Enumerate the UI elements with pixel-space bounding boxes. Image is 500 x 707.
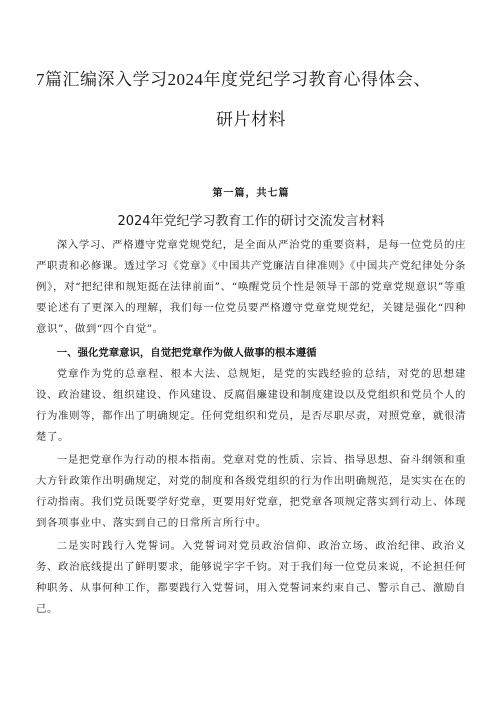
- paragraph-party-constitution: 党章作为党的总章程、根本大法、总规矩，是党的实践经验的总结，对党的思想建设、政治建设、组织建设、作风建设、反腐倡廉建设和制度建设以及党组织和党员个人的行为准则等，都作出了明确规定。任何党组织和党员，是否尽职尽责，对照党章，就很清楚了。: [36, 368, 466, 443]
- document-title: [36, 0, 466, 140]
- paragraph-point-two: 二是实时践行入党誓词。入党誓词对党员政治信仰、政治立场、政治纪律、政治义务、政治底线提出了鲜明要求，能够说字字千钧。对于我们每一位党员来说，不论担任何种职务、从事何种工作，都要践行入党誓词，用入党誓词来约束自己、警示自己、激励自己。: [36, 540, 466, 615]
- paragraph-point-one: 一是把党章作为行动的根本指南。党章对党的性质、宗旨、指导思想、奋斗纲领和重大方针政策作出明确规定，对党的制度和各级党组织的行为作出明确规范，是实实在在的行动指南。我们党员既要学好党章，更要用好党章，把党章各项规定落实到行动上、体现到各项事业中、落实到自己的日常所言所行中。: [36, 454, 466, 529]
- section-heading-1: 一、强化党章意识，自觉把党章作为做人做事的根本遵循: [56, 347, 317, 359]
- speech-title: 2024年党纪学习教育工作的研讨交流发言材料: [117, 214, 385, 229]
- paragraph-intro: 深入学习、严格遵守党章党规党纪，是全面从严治党的重要资料，是每一位党员的庄严职责和必修课。透过学习《党章》《中国共产党廉洁自律准则》《中国共产党纪律处分条例》，对“把纪律和规矩挺在法律前面”、“唤醒党员个性是领导干部的党章党规意识”等重要论述有了更深入的理解，我们每一位党员要严格遵守党章党规党纪，关键是强化“四种意识”、做到“四个自觉”。: [36, 239, 466, 335]
- part-label: 第一篇，共七篇: [212, 188, 290, 199]
- title-line-1: 7篇汇编深入学习2024年度党纪学习教育心得体会、: [36, 70, 431, 89]
- title-line-2: 研片材料: [216, 110, 286, 129]
